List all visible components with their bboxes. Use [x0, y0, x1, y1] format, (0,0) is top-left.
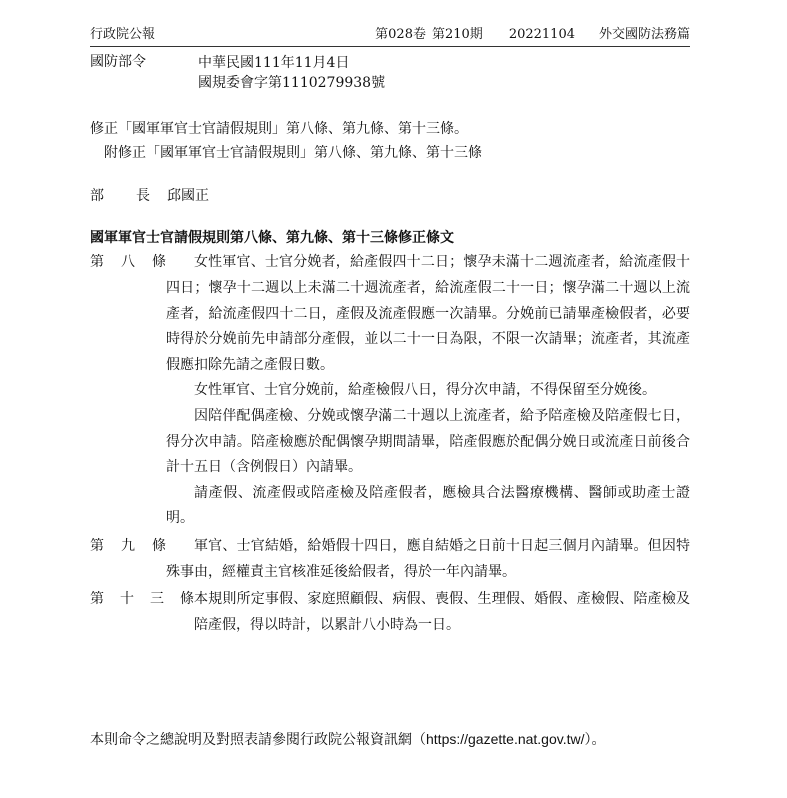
article-number-char: 九 — [121, 537, 135, 554]
decree-subject — [90, 117, 690, 165]
signer-title-char-1: 部 — [90, 188, 104, 205]
publication-name: 行政院公報 — [90, 27, 156, 42]
article-number-char: 條 — [152, 254, 166, 271]
amendment-title: 國軍軍官士官請假規則第八條、第九條、第十三條修正條文 — [90, 229, 454, 246]
articles-list — [90, 250, 690, 638]
article-body — [166, 534, 690, 585]
volume-label: 第028卷 — [375, 27, 426, 42]
footer-note-prefix: 本則命令之總說明及對照表請參閱行政院公報資訊網（ — [90, 732, 426, 748]
gazette-page — [90, 26, 690, 638]
article-paragraph: 女性軍官、士官分娩前，給產檢假八日，得分次申請，不得保留至分娩後。 — [194, 382, 656, 399]
signer-name: 邱國正 — [167, 188, 209, 205]
section-label: 外交國防法務篇 — [598, 27, 690, 42]
decree-meta — [198, 53, 385, 93]
attachment-line: 附修正「國軍軍官士官請假規則」第八條、第九條、第十三條 — [104, 145, 482, 162]
article-body — [194, 587, 690, 638]
issue-info — [363, 26, 690, 44]
footer-note — [90, 730, 710, 751]
decree-block — [90, 53, 690, 93]
article-paragraph: 因陪伴配偶產檢、分娩或懷孕滿二十週以上流產者，給予陪產檢及陪產假七日，得分次申請。陪產檢應於配偶懷孕期間請畢，陪產假應於配偶分娩日或流產日前後合計十五日（含例假日）內請畢。 — [166, 407, 690, 476]
signer-block — [90, 187, 690, 207]
article-body — [166, 250, 690, 532]
article-number — [90, 250, 166, 532]
article-number-char: 八 — [121, 254, 135, 271]
article — [90, 534, 690, 585]
article-paragraph: 本規則所定事假、家庭照顧假、病假、喪假、生理假、婚假、產檢假、陪產檢及陪產假，得以時計，以累計八小時為一日。 — [194, 591, 690, 633]
article-paragraph: 請產假、流產假或陪產檢及陪產假者，應檢具合法醫療機構、醫師或助產士證明。 — [166, 484, 690, 527]
signer-title-char-2: 長 — [136, 188, 150, 205]
decree-date: 中華民國111年11月4日 — [198, 55, 350, 72]
article-number-char: 第 — [90, 254, 104, 271]
issue-label: 第210期 — [431, 27, 483, 42]
article-paragraph: 女性軍官、士官分娩者，給產假四十二日；懷孕未滿十二週流產者，給流產假十四日；懷孕十二週以上未滿二十週流產者，給流產假二十一日；懷孕滿二十週以上流產者，給流產假四十二日，產假及流產假應一次請畢。分娩前已請畢產檢假者，必要時得於分娩前先申請部分產假，並以二十一日為限，不限一次請畢；流產者，其流產假應扣除先請之產假日數。 — [166, 254, 690, 373]
article-number-char: 條 — [152, 537, 166, 554]
running-header — [90, 26, 690, 47]
article-number — [90, 534, 166, 585]
article-number-char: 十 — [120, 591, 134, 608]
article — [90, 587, 690, 638]
article-number-char: 第 — [90, 591, 104, 608]
subject-line: 修正「國軍軍官士官請假規則」第八條、第九條、第十三條。 — [90, 121, 468, 138]
decree-doc-number: 國規委會字第1110279938號 — [198, 75, 386, 92]
issue-date: 20221104 — [508, 27, 575, 42]
article — [90, 250, 690, 532]
article-number-char: 第 — [90, 537, 104, 554]
footer-note-suffix: ）。 — [584, 732, 606, 748]
article-number-char: 三 — [150, 591, 164, 608]
article-number — [90, 587, 194, 638]
article-number-char: 條 — [180, 591, 194, 608]
article-paragraph: 軍官、士官結婚，給婚假十四日，應自結婚之日前十日起三個月內請畢。但因特殊事由，經權責主官核准延後給假者，得於一年內請畢。 — [166, 537, 690, 580]
decree-issuer: 國防部令 — [90, 54, 146, 71]
gazette-link[interactable]: https://gazette.nat.gov.tw/ — [426, 731, 585, 747]
